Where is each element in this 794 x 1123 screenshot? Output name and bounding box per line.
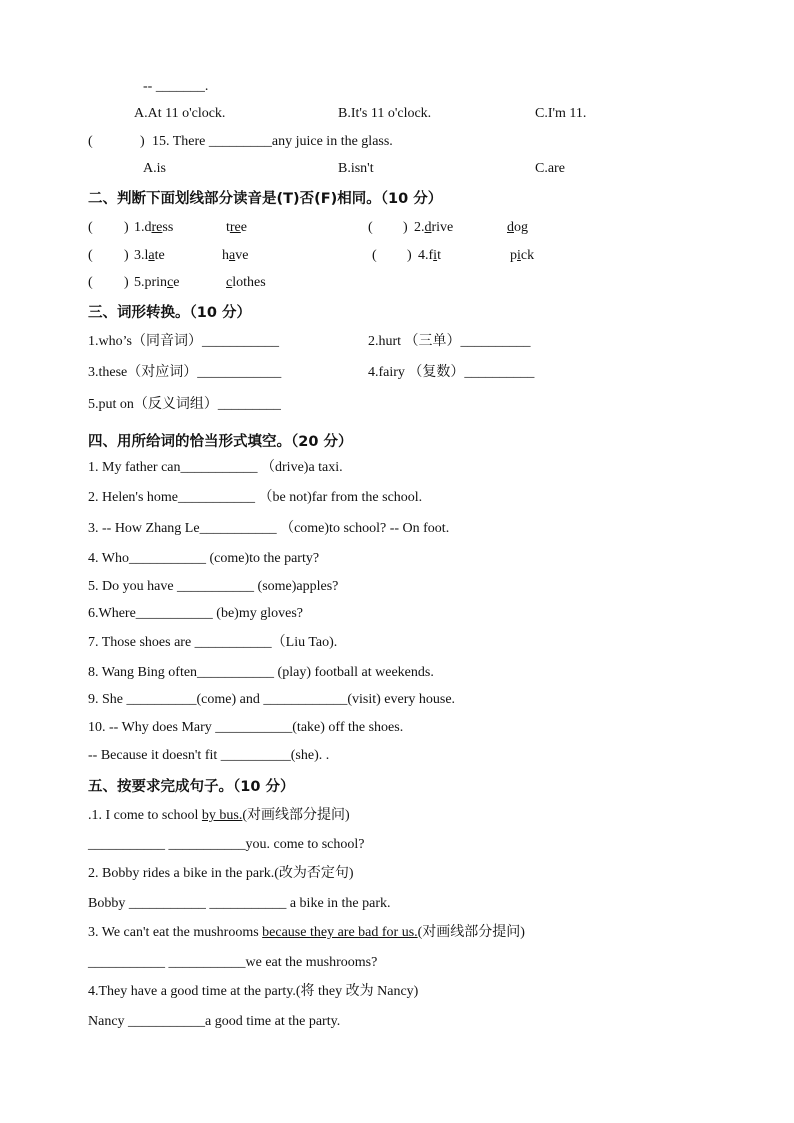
section2-heading: 二、判断下面划线部分读音是(T)否(F)相同。（10 分） (88, 191, 443, 207)
q15-option-c: C.are (535, 161, 565, 176)
s4-item10: 10. -- Why does Mary ___________(take) off the shoes. (88, 720, 404, 735)
s2-item3-compare-word: have (222, 248, 249, 263)
s5-q2-answer: Bobby ___________ ___________ a bike in the park. (88, 896, 391, 911)
q14-option-c: C.I'm 11. (535, 106, 587, 121)
s4-item3: 3. -- How Zhang Le___________ （come)to school? -- On foot. (88, 521, 450, 536)
s5-q1: .1. I come to school by bus.(对画线部分提问) (88, 808, 350, 823)
s4-item1: 1. My father can___________ （drive)a taxi. (88, 460, 343, 475)
s2-item2-paren: ( (368, 220, 373, 235)
s2-item1-paren: ( (88, 220, 93, 235)
s4-item8: 8. Wang Bing often___________ (play) football at weekends. (88, 665, 434, 680)
q15-option-b: B.isn't (338, 161, 374, 176)
s3-item1: 1.who’s（同音词）___________ (88, 334, 279, 349)
s4-item2: 2. Helen's home___________ （be not)far from the school. (88, 490, 423, 505)
q14-option-a: A.At 11 o'clock. (134, 106, 226, 121)
s2-item4-paren-close: ) (407, 248, 412, 263)
s2-item4-paren: ( (372, 248, 377, 263)
s2-item2-paren-close: ) (403, 220, 408, 235)
s3-item5: 5.put on（反义词组）_________ (88, 397, 281, 412)
s4-item6: 6.Where___________ (be)my gloves? (88, 606, 303, 621)
q14-answer-line: -- _______. (143, 79, 209, 94)
q15-option-a: A.is (143, 161, 166, 176)
s4-item4: 4. Who___________ (come)to the party? (88, 551, 320, 566)
s2-item3-paren-close: ) (124, 248, 129, 263)
s5-q3-answer: ___________ ___________we eat the mushrooms? (88, 955, 378, 970)
q15-stem: 15. There _________any juice in the glass. (152, 134, 393, 149)
q15-paren-close: ) (140, 134, 145, 149)
s3-item2: 2.hurt （三单）__________ (368, 334, 531, 349)
section5-heading: 五、按要求完成句子。（10 分） (88, 779, 295, 795)
s4-item5: 5. Do you have ___________ (some)apples? (88, 579, 339, 594)
s2-item2-word: 2.drive (414, 220, 454, 235)
s5-q1-answer: ___________ ___________you. come to school? (88, 837, 365, 852)
s4-item7: 7. Those shoes are ___________（Liu Tao). (88, 635, 338, 650)
s5-q2: 2. Bobby rides a bike in the park.(改为否定句) (88, 866, 354, 881)
s3-item3: 3.these（对应词）____________ (88, 365, 282, 380)
s2-item5-word: 5.prince (134, 275, 180, 290)
s2-item4-compare-word: pick (510, 248, 535, 263)
section3-heading: 三、词形转换。（10 分） (88, 305, 251, 321)
s2-item4-word: 4.fit (418, 248, 441, 263)
s5-q3: 3. We can't eat the mushrooms because they are bad for us.(对画线部分提问) (88, 925, 525, 940)
s5-q4: 4.They have a good time at the party.(将 they 改为 Nancy) (88, 984, 419, 999)
s2-item2-compare-word: dog (507, 220, 528, 235)
s2-item5-paren: ( (88, 275, 93, 290)
q14-option-b: B.It's 11 o'clock. (338, 106, 432, 121)
s4-item9: 9. She __________(come) and ____________(visit) every house. (88, 692, 456, 707)
s2-item5-paren-close: ) (124, 275, 129, 290)
section4-heading: 四、用所给词的恰当形式填空。（20 分） (88, 434, 353, 450)
q15-paren-open: ( (88, 134, 93, 149)
s3-item4: 4.fairy （复数）__________ (368, 365, 535, 380)
s2-item5-compare-word: clothes (226, 275, 266, 290)
s2-item3-word: 3.late (134, 248, 165, 263)
s5-q4-answer: Nancy ___________a good time at the party. (88, 1014, 341, 1029)
s2-item3-paren: ( (88, 248, 93, 263)
s4-item10-reply: -- Because it doesn't fit __________(she). . (88, 748, 330, 763)
s2-item1-compare-word: tree (226, 220, 247, 235)
s2-item1-paren-close: ) (124, 220, 129, 235)
s2-item1-word: 1.dress (134, 220, 174, 235)
